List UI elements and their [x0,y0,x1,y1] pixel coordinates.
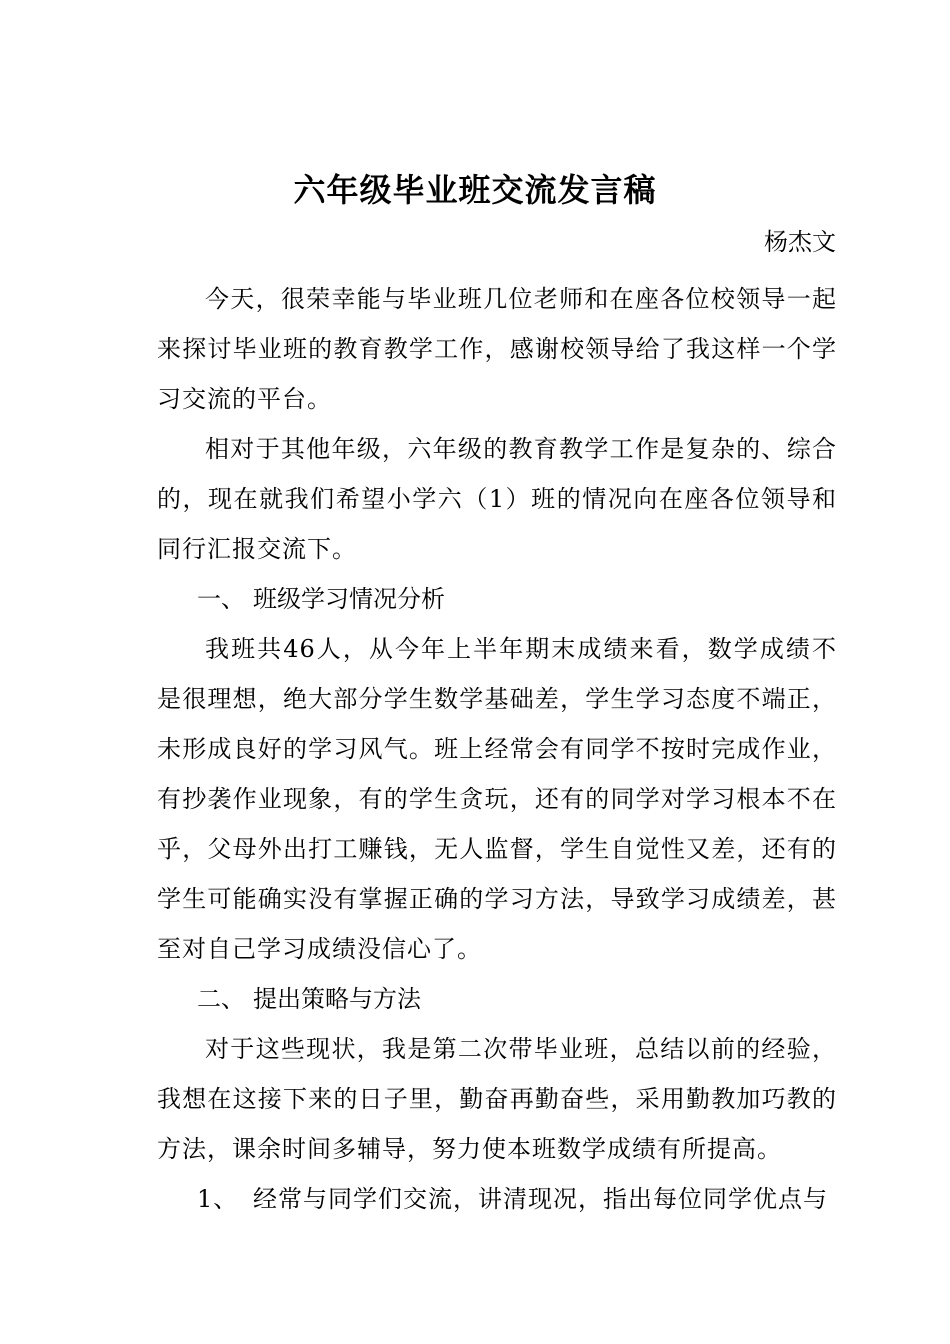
document-body [157,274,837,1224]
section-1-paragraph: 我班共46人，从今年上半年期末成绩来看，数学成绩不是很理想，绝大部分学生数学基础差，学生学习态度不端正，未形成良好的学习风气。班上经常会有同学不按时完成作业，有抄袭作业现象，有的学生贪玩，还有的同学对学习根本不在乎，父母外出打工赚钱，无人监督，学生自觉性又差，还有的学生可能确实没有掌握正确的学习方法，导致学习成绩差，甚至对自己学习成绩没信心了。 [157,635,837,963]
document-title: 六年级毕业班交流发言稿 [293,171,657,209]
section-heading-1 [157,574,837,624]
section-number: 二、 [197,985,245,1013]
section-heading-text: 班级学习情况分析 [253,585,445,613]
intro-paragraph-2: 相对于其他年级，六年级的教育教学工作是复杂的、综合的，现在就我们希望小学六（1）班的情况向在座各位领导和同行汇报交流下。 [157,435,837,563]
list-item-text: 经常与同学们交流，讲清现况，指出每位同学优点与 [253,1185,828,1213]
section-heading-2 [157,974,837,1024]
document-author: 杨杰文 [764,228,836,256]
list-item [157,1174,837,1224]
section-heading-text: 提出策略与方法 [253,985,421,1013]
list-item-number: 1、 [197,1185,239,1213]
section-number: 一、 [197,585,245,613]
intro-paragraph-1: 今天，很荣幸能与毕业班几位老师和在座各位校领导一起来探讨毕业班的教育教学工作，感谢校领导给了我这样一个学习交流的平台。 [157,285,837,413]
section-2-paragraph: 对于这些现状，我是第二次带毕业班，总结以前的经验，我想在这接下来的日子里，勤奋再勤奋些，采用勤教加巧教的方法，课余时间多辅导，努力使本班数学成绩有所提高。 [157,1035,837,1163]
